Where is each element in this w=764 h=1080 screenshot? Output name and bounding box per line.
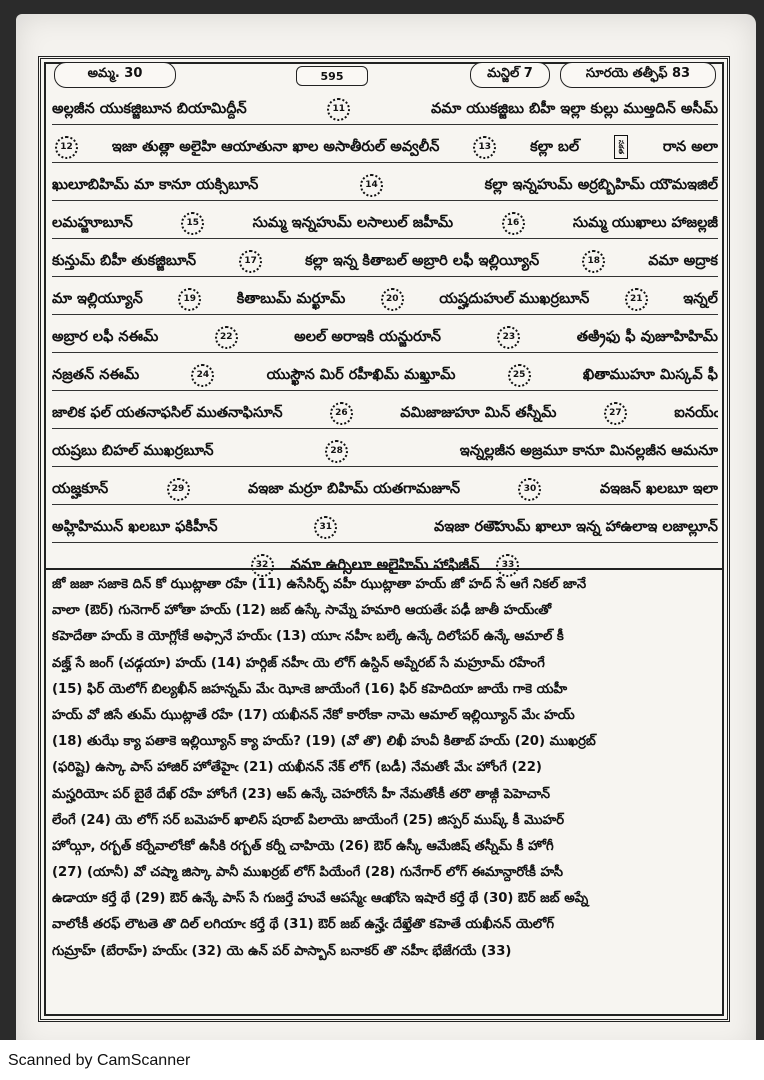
- ayah-number-marker: 25: [508, 364, 531, 387]
- verse-line: [52, 436, 718, 467]
- section-divider: [44, 568, 724, 570]
- scanner-watermark-label: Scanned by CamScanner: [8, 1052, 191, 1069]
- verse-line: [52, 474, 718, 505]
- ayah-number-marker: 17: [239, 250, 262, 273]
- translation-line: ఉడాయా కర్తే థే (29) ఔర్ ఉన్కే పాస్ సే గుజర్తే హువే ఆపస్మేఁ ఆఁఖోఁసె ఇషారే కర్తే థే (30) ఔర్ జబ్ అప్నే: [52, 891, 589, 907]
- ayah-number-marker: 18: [582, 250, 605, 273]
- verse-text: యష్హదుహుల్ ముఖర్రబూన్: [439, 291, 590, 307]
- verse-line: [52, 512, 718, 543]
- ayah-number-marker: 11: [327, 98, 350, 121]
- ayah-number-marker: 14: [360, 174, 383, 197]
- ayah-number-marker: 24: [191, 364, 214, 387]
- ayah-number-marker: 30: [518, 478, 541, 501]
- verse-text: జాలిక ఫల్ యతనాఫసిల్ ముతనాఫిసూన్: [52, 405, 283, 421]
- translation-line: లేంగే (24) యె లోగ్ సర్ బమెహర్ ఖాలిస్ షరాబ్ పిలాయె జాయేంగే (25) జిస్పర్ ముష్క్ కీ మొహర్: [52, 812, 565, 828]
- ayah-number-marker: 32: [251, 554, 274, 577]
- ayah-number-marker: 23: [497, 326, 520, 349]
- verse-line: [52, 246, 718, 277]
- verse-text: లమహ్జూబూన్: [52, 215, 133, 231]
- translation-line: కహెదేతా హయ్ కె యోగ్లోఁకే అఫ్సానే హయ్ఁ (13) యూఁ నహీఁ బల్కే ఉన్కే దిలోఁపర్ ఉన్కే ఆమాల్ కీ: [52, 629, 564, 645]
- translation-line: (18) తుఝే క్యా పతాకె ఇల్లియ్యీన్ క్యా హయ్? (19) (వో తొ) లిఖీ హువీ కితాబ్ హయ్ (20) ముఖర్రబ్: [52, 734, 596, 750]
- verse-line: [52, 94, 718, 125]
- verse-text: యష్రబు బిహల్ ముఖర్రబూన్: [52, 443, 214, 459]
- verse-text: ఐనయ్ఁ: [674, 405, 718, 421]
- verse-text: వమిజాజుహూ మిన్ తస్నీమ్: [400, 405, 557, 421]
- verse-line: [52, 398, 718, 429]
- translation-line: వాలోఁకీ తరఫ్ లౌటతె తొ దిల్ లగియాఁ కర్తే థే (31) ఔర్ జబ్ ఉన్హేఁ దేఖ్తేతొ కహెతే యఖీనన్ యెలోగ్: [52, 917, 555, 933]
- verse-line: [52, 208, 718, 239]
- verse-text: కితాబుమ్ మర్ఖూమ్: [236, 291, 346, 307]
- verse-text: ఖితాముహూ మిస్కవ్ ఫీ: [582, 367, 718, 383]
- verse-text: ఖులూబిహిమ్ మా కానూ యక్సిబూన్: [52, 177, 259, 193]
- verse-text: తఅ్రిఫు ఫీ వుజూహిహిమ్: [576, 329, 718, 345]
- verse-text: అలల్ అరాఇకి యన్జురూన్: [294, 329, 441, 345]
- translation-line: మస్హరియోఁ పర్ బైఠే దేఖ్ రహే హోంగే (23) ఆప్ ఉన్కే చెహరోఁసే హీ నేమతోఁకీ తరొ తాజ్గీ పెహెచాన్: [52, 786, 550, 802]
- verse-text: రాన అలా: [662, 139, 718, 155]
- verse-text: అబ్రార లఫీ నఈమ్: [52, 329, 159, 345]
- ayah-number-marker: 12: [55, 136, 78, 159]
- verse-text: ఇన్నల్లజీన అజ్రమూ కానూ మినల్లజీన ఆమనూ: [459, 443, 718, 459]
- translation-line: వాలా (ఔర్) గునెగార్ హోతా హయ్ (12) జబ్ ఉస్కే సామ్నే హమారి ఆయతేఁ పఢీ జాతీ హయ్ఁతో: [52, 603, 552, 619]
- manzil-label: మన్జిల్ 7: [470, 62, 550, 88]
- verse-text: ఇన్నల్: [683, 291, 718, 307]
- ayah-number-marker: 16: [502, 212, 525, 235]
- ayah-number-marker: 21: [625, 288, 648, 311]
- verse-text: కల్లా బల్: [530, 139, 580, 155]
- translation-line: హోయ్గీ, రగ్బత్ కర్నేవాలోఁకో ఉసీకి రగ్బత్ కర్నీ చాహియె (26) ఔర్ ఉస్కీ ఆమేజిష్ తస్నీమ్ కీ హోగీ: [52, 838, 554, 854]
- translation-block: [52, 572, 718, 965]
- translation-line: (ఫరిష్టె) ఉస్కా పాస్ హాజిర్ హోతేహైఁ (21) యఖీనన్ నేక్ లోగ్ (బడీ) నేమతోఁ మేఁ హోంగే (22): [52, 760, 542, 776]
- translation-line: హయ్ వో జిసే తుమ్ ఝుట్లాతే రహే (17) యఖీనన్ నేకో కారోఁకా నామె ఆమాల్ ఇల్లియ్యీన్ మేఁ హయ్: [52, 707, 575, 723]
- translation-line: (27) (యానీ) వో చష్మా జిస్కా పానీ ముఖర్రబ్ లోగ్ పియేంగే (28) గునేగార్ లోగ్ ఈమాన్దారోఁకీ హసీ: [52, 865, 563, 881]
- ayah-number-marker: 28: [325, 440, 348, 463]
- verse-transliteration-block: [52, 94, 718, 587]
- verse-text: యజ్హకూన్: [52, 481, 109, 497]
- verse-text: వఇజా మర్రూ బిహిమ్ యతగామజూన్: [247, 481, 461, 497]
- ruku-marker: సకత: [614, 135, 628, 159]
- translation-line: వజ్హ్ సే జంగ్ (చఢ్గయా) హయ్ (14) హర్గిజ్ నహీఁ యె లోగ్ ఉస్దిన్ అప్నేరబ్ సే మహ్రూమ్ రహేంగే: [52, 655, 545, 671]
- ayah-number-marker: 33: [496, 554, 519, 577]
- verse-text: వమా అద్రాక: [648, 253, 718, 269]
- para-label: అమ్మ. 30: [54, 62, 176, 88]
- verse-text: కల్లా ఇన్న కితాబల్ అబ్రారి లఫీ ఇల్లియ్యీన్: [305, 253, 540, 269]
- translation-line: (15) ఫిర్ యెలోగ్ బిల్యఖీన్ జహన్నమ్ మేఁ ఝోఁకె జాయేంగే (16) ఫిర్ కహెదియా జాయే గాకె యహీ: [52, 681, 568, 697]
- verse-line: [52, 132, 718, 163]
- translation-line: గుమ్రాహ్ (బేరాహ్) హయ్ఁ (32) యె ఉన్ పర్ పాస్బాన్ బనాకర్ తొ నహీఁ భేజేగయే (33): [52, 943, 512, 959]
- verse-text: కల్లా ఇన్నహుమ్ అర్రబ్బిహిమ్ యౌమఇజిల్: [484, 177, 718, 193]
- ayah-number-marker: 20: [381, 288, 404, 311]
- page-number: 595: [296, 66, 368, 86]
- verse-text: ఇజా తుత్లా అలైహి ఆయాతునా ఖాల అసాతీరుల్ అవ్వలీన్: [111, 139, 440, 155]
- ayah-number-marker: 22: [215, 326, 238, 349]
- verse-text: వఇజన్ ఖలబూ ఇలా: [599, 481, 718, 497]
- verse-text: మా ఇల్లియ్యూన్: [52, 291, 143, 307]
- ayah-number-marker: 31: [314, 516, 337, 539]
- verse-text: నజ్రతన్ నఈమ్: [52, 367, 140, 383]
- translation-line: జో జజా సజాకె దిన్ కో ఝుట్లాతా రహే (11) ఉసేసిర్ఫ్ వహీ ఝుట్లాతా హయ్ జో హద్ సే ఆగే నికల్ జానే: [52, 577, 587, 592]
- page-header: [50, 58, 718, 92]
- verse-text: వమా యుకజ్జిబు బిహీ ఇల్లా కుల్లు ముఅ్తదిన్ అసీమ్: [430, 101, 718, 117]
- verse-text: వమా ఉర్సిలూ అలైహిమ్ హాఫిజీన్: [290, 557, 480, 573]
- verse-line: [52, 322, 718, 353]
- surah-label: సూరయె తత్ఫీఫ్ 83: [560, 62, 716, 88]
- verse-text: వఇజా రఅౌహుమ్ ఖాలూ ఇన్న హాఉలాఇ లజాల్లూన్: [434, 519, 718, 535]
- ayah-number-marker: 26: [330, 402, 353, 425]
- verse-line: [52, 284, 718, 315]
- verse-line: [52, 360, 718, 391]
- ayah-number-marker: 13: [473, 136, 496, 159]
- ayah-number-marker: 29: [167, 478, 190, 501]
- ayah-number-marker: 15: [181, 212, 204, 235]
- verse-text: సుమ్మ యుఖాలు హాజల్లజీ: [572, 215, 718, 231]
- verse-text: సుమ్మ ఇన్నహుమ్ లసాలుల్ జహీమ్: [252, 215, 454, 231]
- verse-text: అల్లజీన యుకజ్జిబూన బియామిద్దీన్: [52, 101, 247, 117]
- verse-line: [52, 170, 718, 201]
- verse-text: అహ్లిహిమున్ ఖలబూ ఫకిహీన్: [52, 519, 218, 535]
- verse-text: కున్తుమ్ బిహీ తుకజ్జిబూన్: [52, 253, 197, 269]
- verse-text: యుస్ఖౌన మిర్ రహీఖిమ్ మఖ్తూమ్: [266, 367, 456, 383]
- ayah-number-marker: 19: [178, 288, 201, 311]
- ayah-number-marker: 27: [604, 402, 627, 425]
